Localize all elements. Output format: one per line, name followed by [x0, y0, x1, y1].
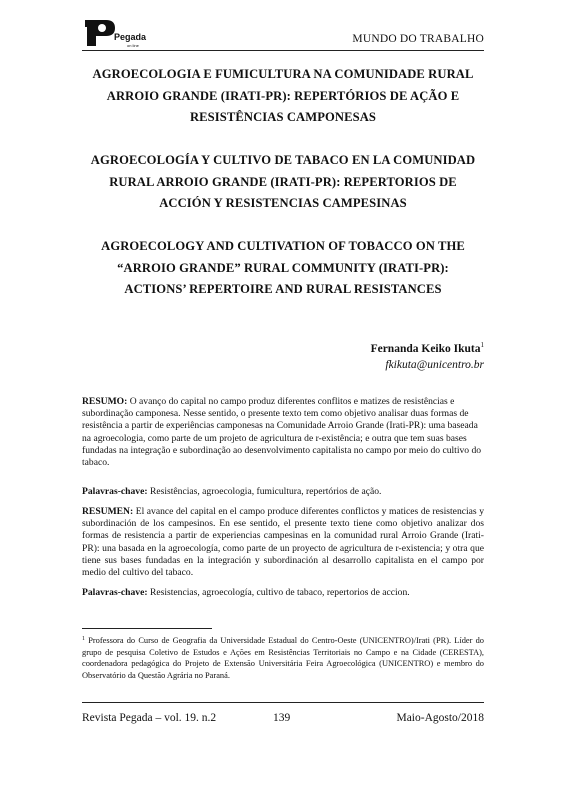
abstract-label: RESUMEN:	[82, 506, 134, 517]
title-line: ACTIONS’ REPERTOIRE AND RURAL RESISTANCES	[124, 282, 442, 296]
footnote-rule	[82, 628, 212, 629]
title-english	[82, 236, 484, 301]
title-line: AGROECOLOGÍA Y CULTIVO DE TABACO EN LA COMUNIDAD	[90, 153, 476, 167]
header-rule	[82, 50, 484, 51]
footnote	[82, 634, 484, 681]
title-line: “ARROIO GRANDE” RURAL COMMUNITY (IRATI-PR):	[117, 260, 449, 275]
author-block	[371, 337, 484, 373]
abstract-text: O avanço do capital no campo produz diferentes conflitos e matizes de resistências e subordinação camponesa. Nesse sentido, o presente texto tem como objetivo analisar duas formas de resistência a partir de experiências camponesas na Comunidade Arroio Grande (Irati-PR): uma baseada na agroecologia, como parte de um projeto de agricultura de r-existência; e outra que tem suas bases fundadas na integração e subordinação ao desenvolvimento capitalista no campo por meio do cultivo do tabaco.	[82, 396, 482, 469]
keywords-label: Palavras-chave:	[82, 587, 148, 598]
abstract-label: RESUMO:	[82, 396, 128, 407]
title-spanish	[82, 150, 484, 215]
page-number: 139	[273, 712, 291, 724]
abstract-text: El avance del capital en el campo produce diferentes conflictos y matices de resistencias y subordinación de los campesinos. En ese sentido, el presente texto tiene como objetivo analizar dos formas de resistencia a partir de experiencias campesinas en la comunidad rural Arroio Grande (Irati-PR): una basada en la agroecología, como parte de un proyecto de agricultura de r-existencia; y otra que tiene sus bases fundadas en la integración y subordinación al desarrollo capitalista en el campo por medio del cultivo del tabaco.	[82, 506, 484, 579]
title-line: ACCIÓN Y RESISTENCIAS CAMPESINAS	[159, 196, 407, 210]
keywords-portuguese	[82, 486, 484, 498]
abstract-spanish	[82, 506, 484, 579]
footnote-number: 1	[82, 636, 85, 642]
journal-logo	[82, 14, 152, 48]
logo-subtext: on line	[127, 43, 139, 48]
pegada-logo-icon	[82, 14, 152, 48]
logo-text: Pegada	[114, 32, 147, 42]
keywords-spanish	[82, 587, 484, 599]
footer-date: Maio-Agosto/2018	[396, 712, 484, 724]
title-line: AGROECOLOGIA E FUMICULTURA NA COMUNIDADE RURAL	[92, 67, 474, 81]
footer-journal: Revista Pegada – vol. 19. n.2	[82, 712, 217, 724]
title-line: AGROECOLOGY AND CULTIVATION OF TOBACCO ON THE	[101, 239, 465, 253]
title-line: ARROIO GRANDE (IRATI-PR): REPERTÓRIOS DE AÇÃO E	[106, 88, 460, 103]
keywords-text: Resistências, agroecologia, fumicultura, repertórios de ação.	[147, 486, 382, 497]
abstract-portuguese	[82, 396, 484, 469]
section-name: MUNDO DO TRABALHO	[352, 33, 484, 45]
keywords-text: Resistencias, agroecología, cultivo de tabaco, repertorios de accion.	[147, 587, 410, 598]
footnote-text: Professora do Curso de Geografia da Universidade Estadual do Centro-Oeste (UNICENTRO)/Irati (PR). Líder do grupo de pesquisa Coletivo de Estudos e Ações em Resistências Territoriais no Campo e na Cidade (CERESTA), coordenadora pedagógica do Projeto de Extensão Universitária Feira Agroecológica (UNICENTRO) e membro do Observatório da Questão Agrária no Paraná.	[82, 636, 484, 680]
author-name: Fernanda Keiko Ikuta	[370, 343, 481, 355]
title-line: RURAL ARROIO GRANDE (IRATI-PR): REPERTORIOS DE	[109, 174, 457, 189]
title-line: RESISTÊNCIAS CAMPONESAS	[189, 110, 376, 124]
keywords-label: Palavras-chave:	[82, 486, 148, 497]
author-email[interactable]: fkikuta@unicentro.br	[385, 359, 484, 371]
footer-rule	[82, 702, 484, 703]
footnote-marker[interactable]: 1	[480, 341, 484, 349]
title-portuguese	[82, 64, 484, 129]
